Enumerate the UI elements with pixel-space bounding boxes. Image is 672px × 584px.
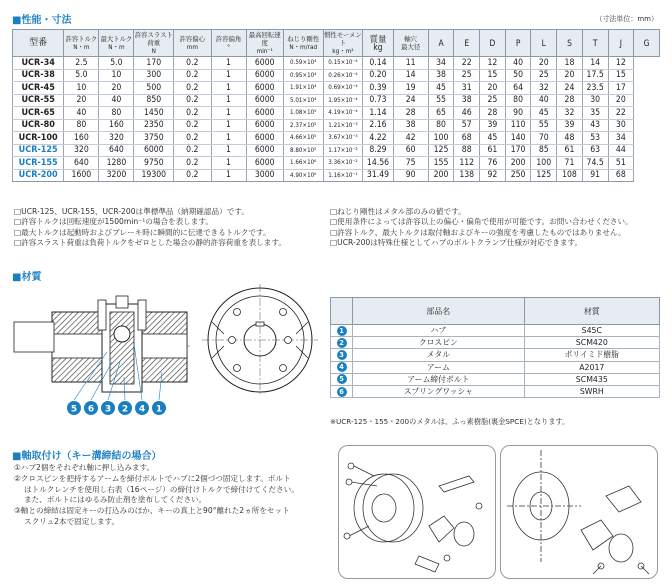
spec-cell: 0.2 (174, 94, 211, 107)
model-cell: UCR-34 (13, 57, 64, 70)
spec-cell: 0.95×10⁴ (283, 69, 323, 82)
spec-cell: 1 (211, 57, 246, 70)
spec-cell: 0.2 (174, 144, 211, 157)
spec-cell: 1280 (99, 157, 134, 170)
model-cell: UCR-125 (13, 144, 64, 157)
spec-cell: 5.01×10⁴ (283, 94, 323, 107)
spec-cell: 45 (428, 82, 454, 95)
spec-cell: 9750 (134, 157, 174, 170)
part-material: SCM435 (524, 373, 659, 385)
spec-cell: 50 (505, 69, 531, 82)
note-line: □使用条件によっては許容以上の偏心・偏角で使用が可能です。お問い合わせください。 (330, 217, 633, 227)
spec-cell: 19 (393, 82, 428, 95)
spec-cell: 45 (531, 107, 557, 120)
spec-cell: 3750 (134, 132, 174, 145)
part-number-badge: 6 (337, 387, 347, 397)
spec-cell: 20 (99, 82, 134, 95)
spec-cell: 3.67×10⁻³ (323, 132, 363, 145)
note-line: □最大トルクは起動時およびブレーキ時に瞬間的に伝達できるトルクです。 (14, 227, 271, 237)
spec-cell: 160 (99, 119, 134, 132)
material-row (331, 325, 660, 337)
spec-cell: 40 (64, 107, 99, 120)
spec-header-6: 最高回転速度 min⁻¹ (246, 30, 283, 57)
spec-cell: 74.5 (582, 157, 608, 170)
installation-step: また、ボルトにはゆるみ防止剤を塗布してください。 (24, 495, 207, 505)
spec-cell: 80 (99, 107, 134, 120)
spec-cell: 40 (531, 94, 557, 107)
spec-cell: 2.16 (363, 119, 393, 132)
spec-cell: 6000 (246, 69, 283, 82)
spec-cell: 6000 (246, 94, 283, 107)
spec-cell: 8.29 (363, 144, 393, 157)
spec-row (13, 57, 660, 70)
svg-text:1: 1 (155, 404, 163, 415)
spec-cell: 8.80×10⁵ (283, 144, 323, 157)
spec-cell: 15 (608, 69, 634, 82)
spec-cell: 0.15×10⁻⁴ (323, 57, 363, 70)
spec-header-5: 許容偏角 ° (211, 30, 246, 57)
part-name: スプリングワッシャ (353, 385, 525, 397)
spec-header-10: 軸穴 最大径 (393, 30, 428, 57)
spec-row (13, 107, 660, 120)
spec-cell: 2.5 (64, 57, 99, 70)
spec-cell: 53 (582, 132, 608, 145)
section-title-performance: ■性能・寸法 (12, 15, 72, 26)
spec-cell: 90 (393, 169, 428, 182)
spec-cell: 14 (393, 69, 428, 82)
part-name: ハブ (353, 325, 525, 337)
spec-cell: 1 (211, 82, 246, 95)
spec-cell: 4.66×10⁵ (283, 132, 323, 145)
material-row (331, 349, 660, 361)
spec-cell: 0.2 (174, 107, 211, 120)
installation-step: スクリュ2本で固定します。 (24, 516, 120, 526)
spec-cell: 0.2 (174, 82, 211, 95)
callout-3 (101, 401, 115, 415)
spec-cell: 108 (557, 169, 583, 182)
spec-cell: 300 (134, 69, 174, 82)
part-material: S45C (524, 325, 659, 337)
spec-cell: 1.17×10⁻² (323, 144, 363, 157)
spec-cell: 48 (557, 132, 583, 145)
spec-cell: 1600 (64, 169, 99, 182)
spec-cell: 23.5 (582, 82, 608, 95)
spec-header-3: 許容スラスト荷重 N (134, 31, 173, 55)
spec-row (13, 132, 660, 145)
spec-row (13, 157, 660, 170)
spec-cell: 3000 (246, 169, 283, 182)
spec-cell: 91 (582, 169, 608, 182)
spec-cell: 68 (454, 132, 480, 145)
spec-row (13, 144, 660, 157)
mat-header-material: 材質 (524, 298, 659, 325)
material-table (330, 297, 660, 398)
spec-cell: 1.08×10⁵ (283, 107, 323, 120)
spec-header-15: L (531, 30, 557, 57)
spec-cell: 32 (531, 82, 557, 95)
material-row (331, 385, 660, 397)
spec-cell: 43 (582, 119, 608, 132)
spec-row (13, 119, 660, 132)
spec-cell: 0.20 (363, 69, 393, 82)
spec-cell: 850 (134, 94, 174, 107)
part-number-badge: 4 (337, 362, 347, 372)
exploded-coupling-illustration (339, 446, 496, 579)
part-material: A2017 (524, 361, 659, 373)
spec-cell: 60 (393, 144, 428, 157)
spec-cell: 170 (505, 144, 531, 157)
spec-cell: 38 (428, 69, 454, 82)
spec-cell: 22 (608, 107, 634, 120)
spec-cell: 125 (531, 169, 557, 182)
spec-cell: 5.0 (64, 69, 99, 82)
spec-cell: 1 (211, 132, 246, 145)
spec-cell: 75 (393, 157, 428, 170)
spec-cell: 10 (99, 69, 134, 82)
spec-cell: 40 (505, 57, 531, 70)
unit-note: （寸法単位：mm） (595, 15, 658, 23)
spec-cell: 11 (393, 57, 428, 70)
spec-cell: 28 (393, 107, 428, 120)
spec-cell: 34 (428, 57, 454, 70)
spec-cell: 80 (64, 119, 99, 132)
spec-cell: 250 (505, 169, 531, 182)
part-number-badge: 5 (337, 374, 347, 384)
spec-cell: 6000 (246, 82, 283, 95)
spec-cell: 17.5 (582, 69, 608, 82)
model-cell: UCR-38 (13, 69, 64, 82)
svg-text:2: 2 (121, 404, 129, 415)
spec-cell: 1.91×10⁴ (283, 82, 323, 95)
spec-cell: 25 (480, 94, 506, 107)
model-cell: UCR-55 (13, 94, 64, 107)
spec-cell: 14.56 (363, 157, 393, 170)
spec-cell: 64 (505, 82, 531, 95)
svg-text:3: 3 (104, 404, 112, 415)
coupling-drawing (12, 282, 324, 422)
part-material: ポリイミド樹脂 (524, 349, 659, 361)
model-cell: UCR-200 (13, 169, 64, 182)
spec-cell: 34 (608, 132, 634, 145)
part-number (331, 373, 353, 385)
spec-cell: 2350 (134, 119, 174, 132)
spec-cell: 1.66×10⁶ (283, 157, 323, 170)
model-cell: UCR-45 (13, 82, 64, 95)
spec-header-18: J (608, 30, 634, 57)
spec-cell: 39 (480, 119, 506, 132)
spec-header-19: G (634, 30, 660, 57)
svg-text:4: 4 (138, 404, 146, 415)
spec-cell: 14 (582, 57, 608, 70)
spec-cell: 6000 (246, 107, 283, 120)
spec-cell: 1 (211, 169, 246, 182)
spec-cell: 3200 (99, 169, 134, 182)
part-number (331, 349, 353, 361)
spec-cell: 4.90×10⁶ (283, 169, 323, 182)
spec-cell: 28 (557, 94, 583, 107)
note-line: □許容トルクは回転速度が1500min⁻¹の場合を表します。 (14, 217, 213, 227)
spec-cell: 63 (582, 144, 608, 157)
spec-cell: 320 (64, 144, 99, 157)
spec-cell: 12 (480, 57, 506, 70)
spec-cell: 1.21×10⁻³ (323, 119, 363, 132)
spec-cell: 68 (608, 169, 634, 182)
part-material: SWRH (524, 385, 659, 397)
spec-cell: 500 (134, 82, 174, 95)
spec-cell: 24 (393, 94, 428, 107)
spec-cell: 80 (505, 94, 531, 107)
spec-cell: 320 (99, 132, 134, 145)
spec-cell: 90 (505, 107, 531, 120)
note-line: □許容スラスト荷重は負荷トルクをゼロとした場合の静的許容荷重を表します。 (14, 238, 286, 248)
material-note: ※UCR-125・155・200のメタルは、ふっ素樹脂(裏金SPCE)となります。 (330, 417, 570, 426)
spec-cell: 125 (428, 144, 454, 157)
spec-cell: 45 (480, 132, 506, 145)
spec-cell: 17 (608, 82, 634, 95)
spec-cell: 1.16×10⁻¹ (323, 169, 363, 182)
spec-cell: 640 (99, 144, 134, 157)
spec-cell: 42 (393, 132, 428, 145)
spec-cell: 100 (531, 157, 557, 170)
spec-cell: 200 (428, 169, 454, 182)
section-title-material: ■材質 (12, 272, 42, 283)
spec-cell: 25 (531, 69, 557, 82)
spec-cell: 24 (557, 82, 583, 95)
spec-cell: 6000 (246, 144, 283, 157)
spec-cell: 170 (134, 57, 174, 70)
spec-row (13, 82, 660, 95)
spec-cell: 0.2 (174, 69, 211, 82)
spec-cell: 4.22 (363, 132, 393, 145)
part-material: SCM420 (524, 337, 659, 349)
spec-cell: 70 (531, 132, 557, 145)
note-line: □ねじり剛性はメタル部のみの値です。 (330, 207, 466, 216)
model-cell: UCR-155 (13, 157, 64, 170)
spec-cell: 39 (557, 119, 583, 132)
material-row (331, 337, 660, 349)
spec-cell: 0.26×10⁻⁴ (323, 69, 363, 82)
note-line: □UCR-125、UCR-155、UCR-200は準標準品（納期確認品）です。 (14, 207, 249, 216)
spec-header-4: 許容偏心 mm (174, 30, 211, 57)
part-number-badge: 3 (337, 350, 347, 360)
spec-cell: 155 (428, 157, 454, 170)
installation-step: ①ハブ2個をそれぞれ軸に押し込みます。 (14, 463, 155, 472)
spec-cell: 31.49 (363, 169, 393, 182)
spec-cell: 51 (608, 157, 634, 170)
spec-cell: 0.2 (174, 119, 211, 132)
model-cell: UCR-65 (13, 107, 64, 120)
spec-header-11: A (428, 30, 454, 57)
spec-cell: 65 (428, 107, 454, 120)
spec-cell: 15 (480, 69, 506, 82)
spec-cell: 6000 (246, 57, 283, 70)
installation-figure-2 (500, 445, 658, 579)
spec-cell: 22 (454, 57, 480, 70)
spec-cell: 0.14 (363, 57, 393, 70)
spec-cell: 2.37×10⁵ (283, 119, 323, 132)
spec-cell: 20 (480, 82, 506, 95)
spec-cell: 110 (505, 119, 531, 132)
part-name: メタル (353, 349, 525, 361)
spec-cell: 1 (211, 157, 246, 170)
spec-row (13, 69, 660, 82)
part-name: アーム締付ボルト (353, 373, 525, 385)
spec-cell: 46 (454, 107, 480, 120)
spec-header-0: 型番 (13, 30, 64, 57)
spec-table (12, 29, 660, 182)
spec-cell: 80 (428, 119, 454, 132)
spec-cell: 3.36×10⁻² (323, 157, 363, 170)
spec-cell: 140 (505, 132, 531, 145)
spec-cell: 640 (64, 157, 99, 170)
installation-step: はトルクレンチを使用し右表（16ページ）の締付けトルクで締付けてください。 (24, 484, 299, 494)
part-name: アーム (353, 361, 525, 373)
spec-cell: 28 (480, 107, 506, 120)
part-number (331, 337, 353, 349)
notes-right (330, 207, 633, 249)
spec-cell: 20 (557, 69, 583, 82)
spec-cell: 85 (531, 144, 557, 157)
installation-figure-1 (338, 445, 496, 579)
spec-cell: 18 (557, 57, 583, 70)
spec-cell: 5.0 (99, 57, 134, 70)
spec-cell: 138 (454, 169, 480, 182)
material-row (331, 373, 660, 385)
part-number (331, 385, 353, 397)
callout-5 (67, 401, 81, 415)
spec-cell: 61 (480, 144, 506, 157)
part-name: クロスピン (353, 337, 525, 349)
spec-cell: 112 (454, 157, 480, 170)
spec-cell: 88 (454, 144, 480, 157)
material-row (331, 361, 660, 373)
spec-cell: 20 (531, 57, 557, 70)
part-number-badge: 1 (337, 326, 347, 336)
callout-2 (118, 401, 132, 415)
spec-header-1: 許容トルク N・m (64, 30, 99, 57)
spec-cell: 6000 (246, 119, 283, 132)
spec-header-12: E (454, 30, 480, 57)
spec-row (13, 94, 660, 107)
spec-cell: 25 (454, 69, 480, 82)
spec-cell: 71 (557, 157, 583, 170)
model-cell: UCR-100 (13, 132, 64, 145)
spec-cell: 0.73 (363, 94, 393, 107)
installation-step: ③軸との締結は固定キーの打込みのほか、キーの真上と90°離れた2ヵ所をセット (14, 506, 290, 516)
spec-cell: 20 (608, 94, 634, 107)
spec-cell: 38 (393, 119, 428, 132)
spec-cell: 100 (428, 132, 454, 145)
spec-header-8: 慣性モーメント kg・m² (324, 31, 362, 55)
spec-cell: 38 (454, 94, 480, 107)
spec-cell: 10 (64, 82, 99, 95)
spec-cell: 1 (211, 94, 246, 107)
part-number-badge: 2 (337, 338, 347, 348)
spec-header-7: ねじり剛性 N・m/rad (283, 30, 323, 57)
spec-cell: 0.2 (174, 57, 211, 70)
spec-cell: 61 (557, 144, 583, 157)
callout-6 (84, 401, 98, 415)
spec-cell: 0.39 (363, 82, 393, 95)
spec-cell: 1450 (134, 107, 174, 120)
spec-cell: 160 (64, 132, 99, 145)
spec-header-13: D (480, 30, 506, 57)
spec-cell: 44 (608, 144, 634, 157)
spec-cell: 1 (211, 144, 246, 157)
spec-header-14: P (505, 30, 531, 57)
installation-step: ②クロスピンを把持するアームを締付ボルトでハブに2個づつ固定します。ボルト (14, 473, 291, 483)
spec-cell: 31 (454, 82, 480, 95)
spec-cell: 1 (211, 107, 246, 120)
spec-cell: 6000 (246, 132, 283, 145)
callout-4 (135, 401, 149, 415)
notes-left (14, 207, 286, 249)
callout-1 (152, 401, 166, 415)
spec-cell: 55 (531, 119, 557, 132)
spec-cell: 19300 (134, 169, 174, 182)
spec-cell: 6000 (134, 144, 174, 157)
spec-cell: 32 (557, 107, 583, 120)
svg-text:5: 5 (70, 404, 78, 415)
model-cell: UCR-80 (13, 119, 64, 132)
part-number (331, 361, 353, 373)
part-number (331, 325, 353, 337)
section-title-installation: ■軸取付け（キー溝締結の場合） (12, 451, 162, 462)
spec-cell: 1.95×10⁻⁴ (323, 94, 363, 107)
spec-header-2: 最大トルク N・m (99, 30, 134, 57)
spec-cell: 40 (99, 94, 134, 107)
spec-cell: 0.2 (174, 157, 211, 170)
spec-cell: 1.14 (363, 107, 393, 120)
spec-cell: 30 (582, 94, 608, 107)
spec-cell: 55 (428, 94, 454, 107)
spec-cell: 35 (582, 107, 608, 120)
svg-text:6: 6 (87, 404, 95, 415)
spec-header-9: 質量 kg (363, 30, 393, 57)
spec-cell: 4.19×10⁻⁴ (323, 107, 363, 120)
spec-cell: 0.69×10⁻⁴ (323, 82, 363, 95)
spec-cell: 1 (211, 69, 246, 82)
spec-cell: 0.2 (174, 169, 211, 182)
assembled-coupling-illustration (501, 446, 658, 579)
note-line: □許容トルク、最大トルクは取付軸およびキーの強度を考慮したものではありません。 (330, 227, 626, 237)
spec-header-17: T (582, 30, 608, 57)
spec-cell: 76 (480, 157, 506, 170)
spec-cell: 57 (454, 119, 480, 132)
spec-cell: 12 (608, 57, 634, 70)
mat-header-num (331, 298, 353, 325)
spec-cell: 30 (608, 119, 634, 132)
installation-steps (14, 463, 334, 528)
spec-cell: 1 (211, 119, 246, 132)
spec-cell: 0.59×10⁴ (283, 57, 323, 70)
spec-cell: 0.2 (174, 132, 211, 145)
spec-cell: 92 (480, 169, 506, 182)
spec-cell: 20 (64, 94, 99, 107)
spec-cell: 6000 (246, 157, 283, 170)
mat-header-part: 部品名 (353, 298, 525, 325)
note-line: □UCR-200は特殊仕様としてハブのボルトクランプ仕様が対応できます。 (330, 238, 583, 248)
spec-row (13, 169, 660, 182)
spec-cell: 200 (505, 157, 531, 170)
spec-header-16: S (557, 30, 583, 57)
